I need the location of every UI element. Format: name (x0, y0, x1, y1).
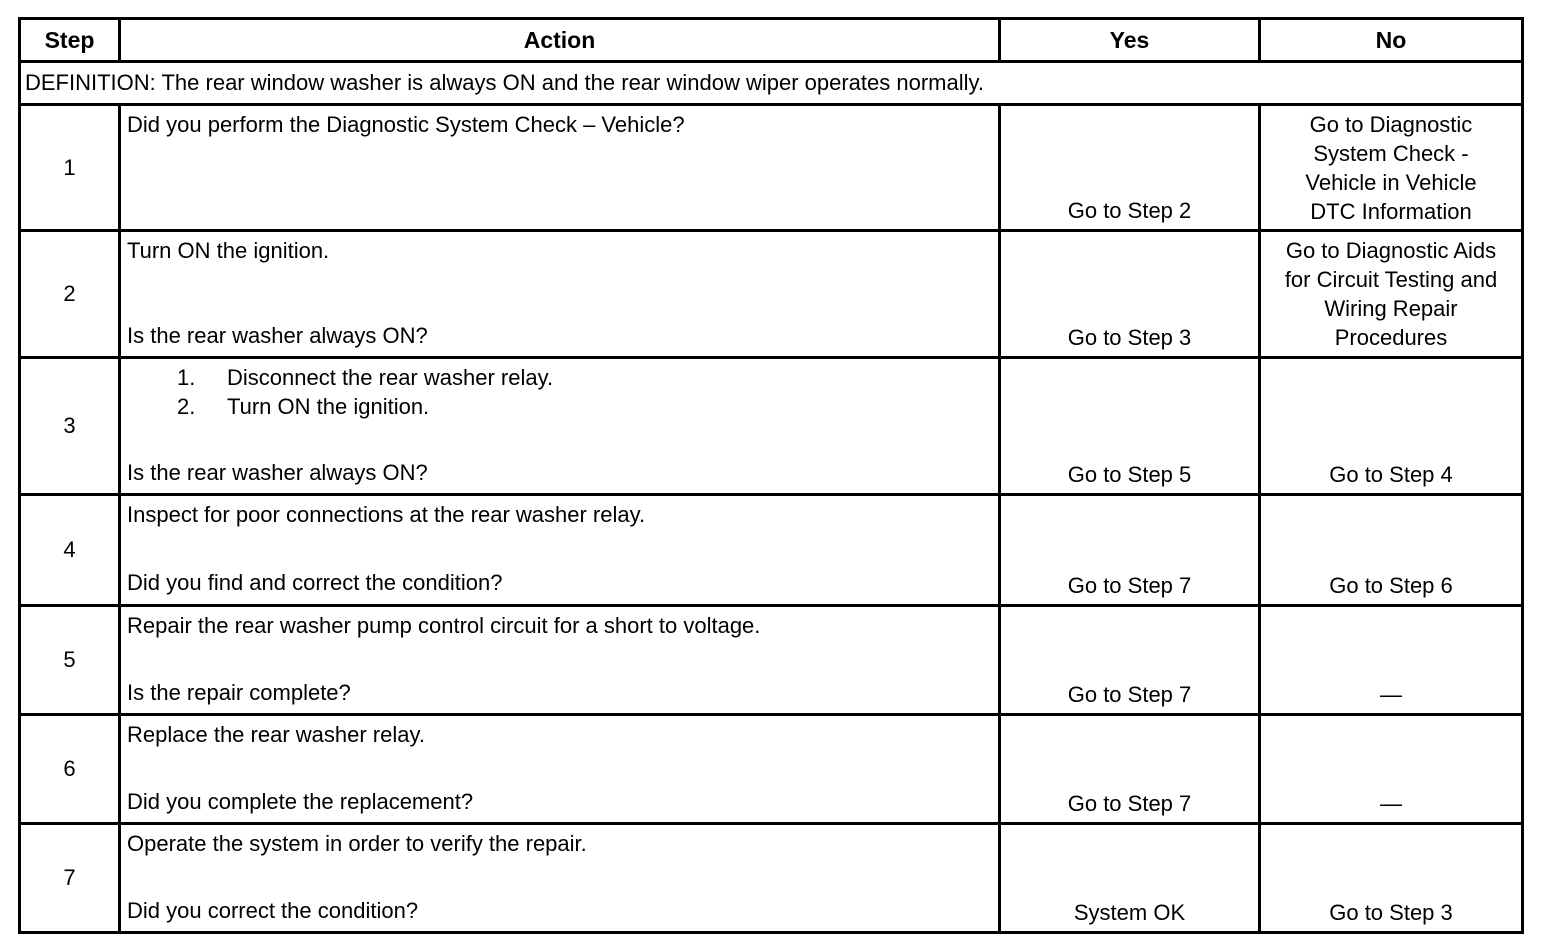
action-text: Replace the rear washer relay. (127, 721, 425, 747)
substep-text: Disconnect the rear washer relay. (227, 365, 554, 391)
header-yes: Yes (1000, 19, 1260, 62)
question-text: Did you complete the replacement? (127, 788, 474, 814)
action-text: Repair the rear washer pump control circuit for a short to voltage. (127, 612, 761, 638)
substep-number: 2. (177, 394, 196, 420)
table-row (20, 105, 1523, 231)
table-row (20, 358, 1523, 495)
question-text: Is the repair complete? (127, 679, 351, 705)
step-number: 6 (20, 714, 120, 823)
definition-row (20, 62, 1523, 105)
action-cell (120, 358, 1000, 495)
no-cell (1260, 105, 1523, 231)
no-cell: — (1260, 714, 1523, 823)
action-cell (120, 823, 1000, 932)
table-row (20, 714, 1523, 823)
action-cell (120, 105, 1000, 231)
substep-text: Turn ON the ignition. (227, 394, 430, 420)
yes-cell: Go to Step 2 (1000, 105, 1260, 231)
no-line: for Circuit Testing and (1284, 267, 1498, 293)
yes-cell: Go to Step 7 (1000, 495, 1260, 605)
no-cell: Go to Step 3 (1260, 823, 1523, 932)
header-step: Step (20, 19, 120, 62)
no-cell: Go to Step 4 (1260, 358, 1523, 495)
action-text: Inspect for poor connections at the rear washer relay. (127, 502, 646, 528)
action-cell (120, 605, 1000, 714)
step-number: 1 (20, 105, 120, 231)
action-cell (120, 714, 1000, 823)
no-cell (1260, 231, 1523, 358)
no-cell: Go to Step 6 (1260, 495, 1523, 605)
yes-cell: Go to Step 5 (1000, 358, 1260, 495)
step-number: 4 (20, 495, 120, 605)
step-number: 7 (20, 823, 120, 932)
no-line: System Check - (1313, 141, 1469, 167)
substep (177, 394, 429, 420)
no-line: Procedures (1334, 325, 1448, 351)
yes-cell: Go to Step 7 (1000, 605, 1260, 714)
definition-text: DEFINITION: The rear window washer is always ON and the rear window wiper operates normally. (20, 62, 1523, 105)
header-action: Action (120, 19, 1000, 62)
step-number: 2 (20, 231, 120, 358)
step-number: 5 (20, 605, 120, 714)
question-text: Did you correct the condition? (127, 897, 419, 923)
action-cell (120, 495, 1000, 605)
question-text: Is the rear washer always ON? (127, 323, 428, 349)
table-row (20, 605, 1523, 714)
no-line: DTC Information (1310, 199, 1472, 225)
no-line: Wiring Repair (1324, 296, 1458, 322)
action-cell (120, 231, 1000, 358)
diagnostic-table (18, 17, 1524, 934)
action-text: Did you perform the Diagnostic System Check – Vehicle? (127, 112, 685, 138)
substep (177, 365, 553, 391)
question-text: Did you find and correct the condition? (127, 570, 503, 596)
no-cell: — (1260, 605, 1523, 714)
no-line: Vehicle in Vehicle (1305, 170, 1477, 196)
yes-cell: Go to Step 7 (1000, 714, 1260, 823)
header-no: No (1260, 19, 1523, 62)
yes-cell: Go to Step 3 (1000, 231, 1260, 358)
yes-cell: System OK (1000, 823, 1260, 932)
table-row (20, 495, 1523, 605)
substep-number: 1. (177, 365, 196, 391)
header-row (20, 19, 1523, 62)
step-number: 3 (20, 358, 120, 495)
table-row (20, 823, 1523, 932)
no-line: Go to Diagnostic Aids (1285, 238, 1497, 264)
action-text: Operate the system in order to verify the repair. (127, 830, 587, 856)
table-row (20, 231, 1523, 358)
no-line: Go to Diagnostic (1309, 112, 1473, 138)
question-text: Is the rear washer always ON? (127, 460, 428, 486)
action-text: Turn ON the ignition. (127, 238, 330, 264)
